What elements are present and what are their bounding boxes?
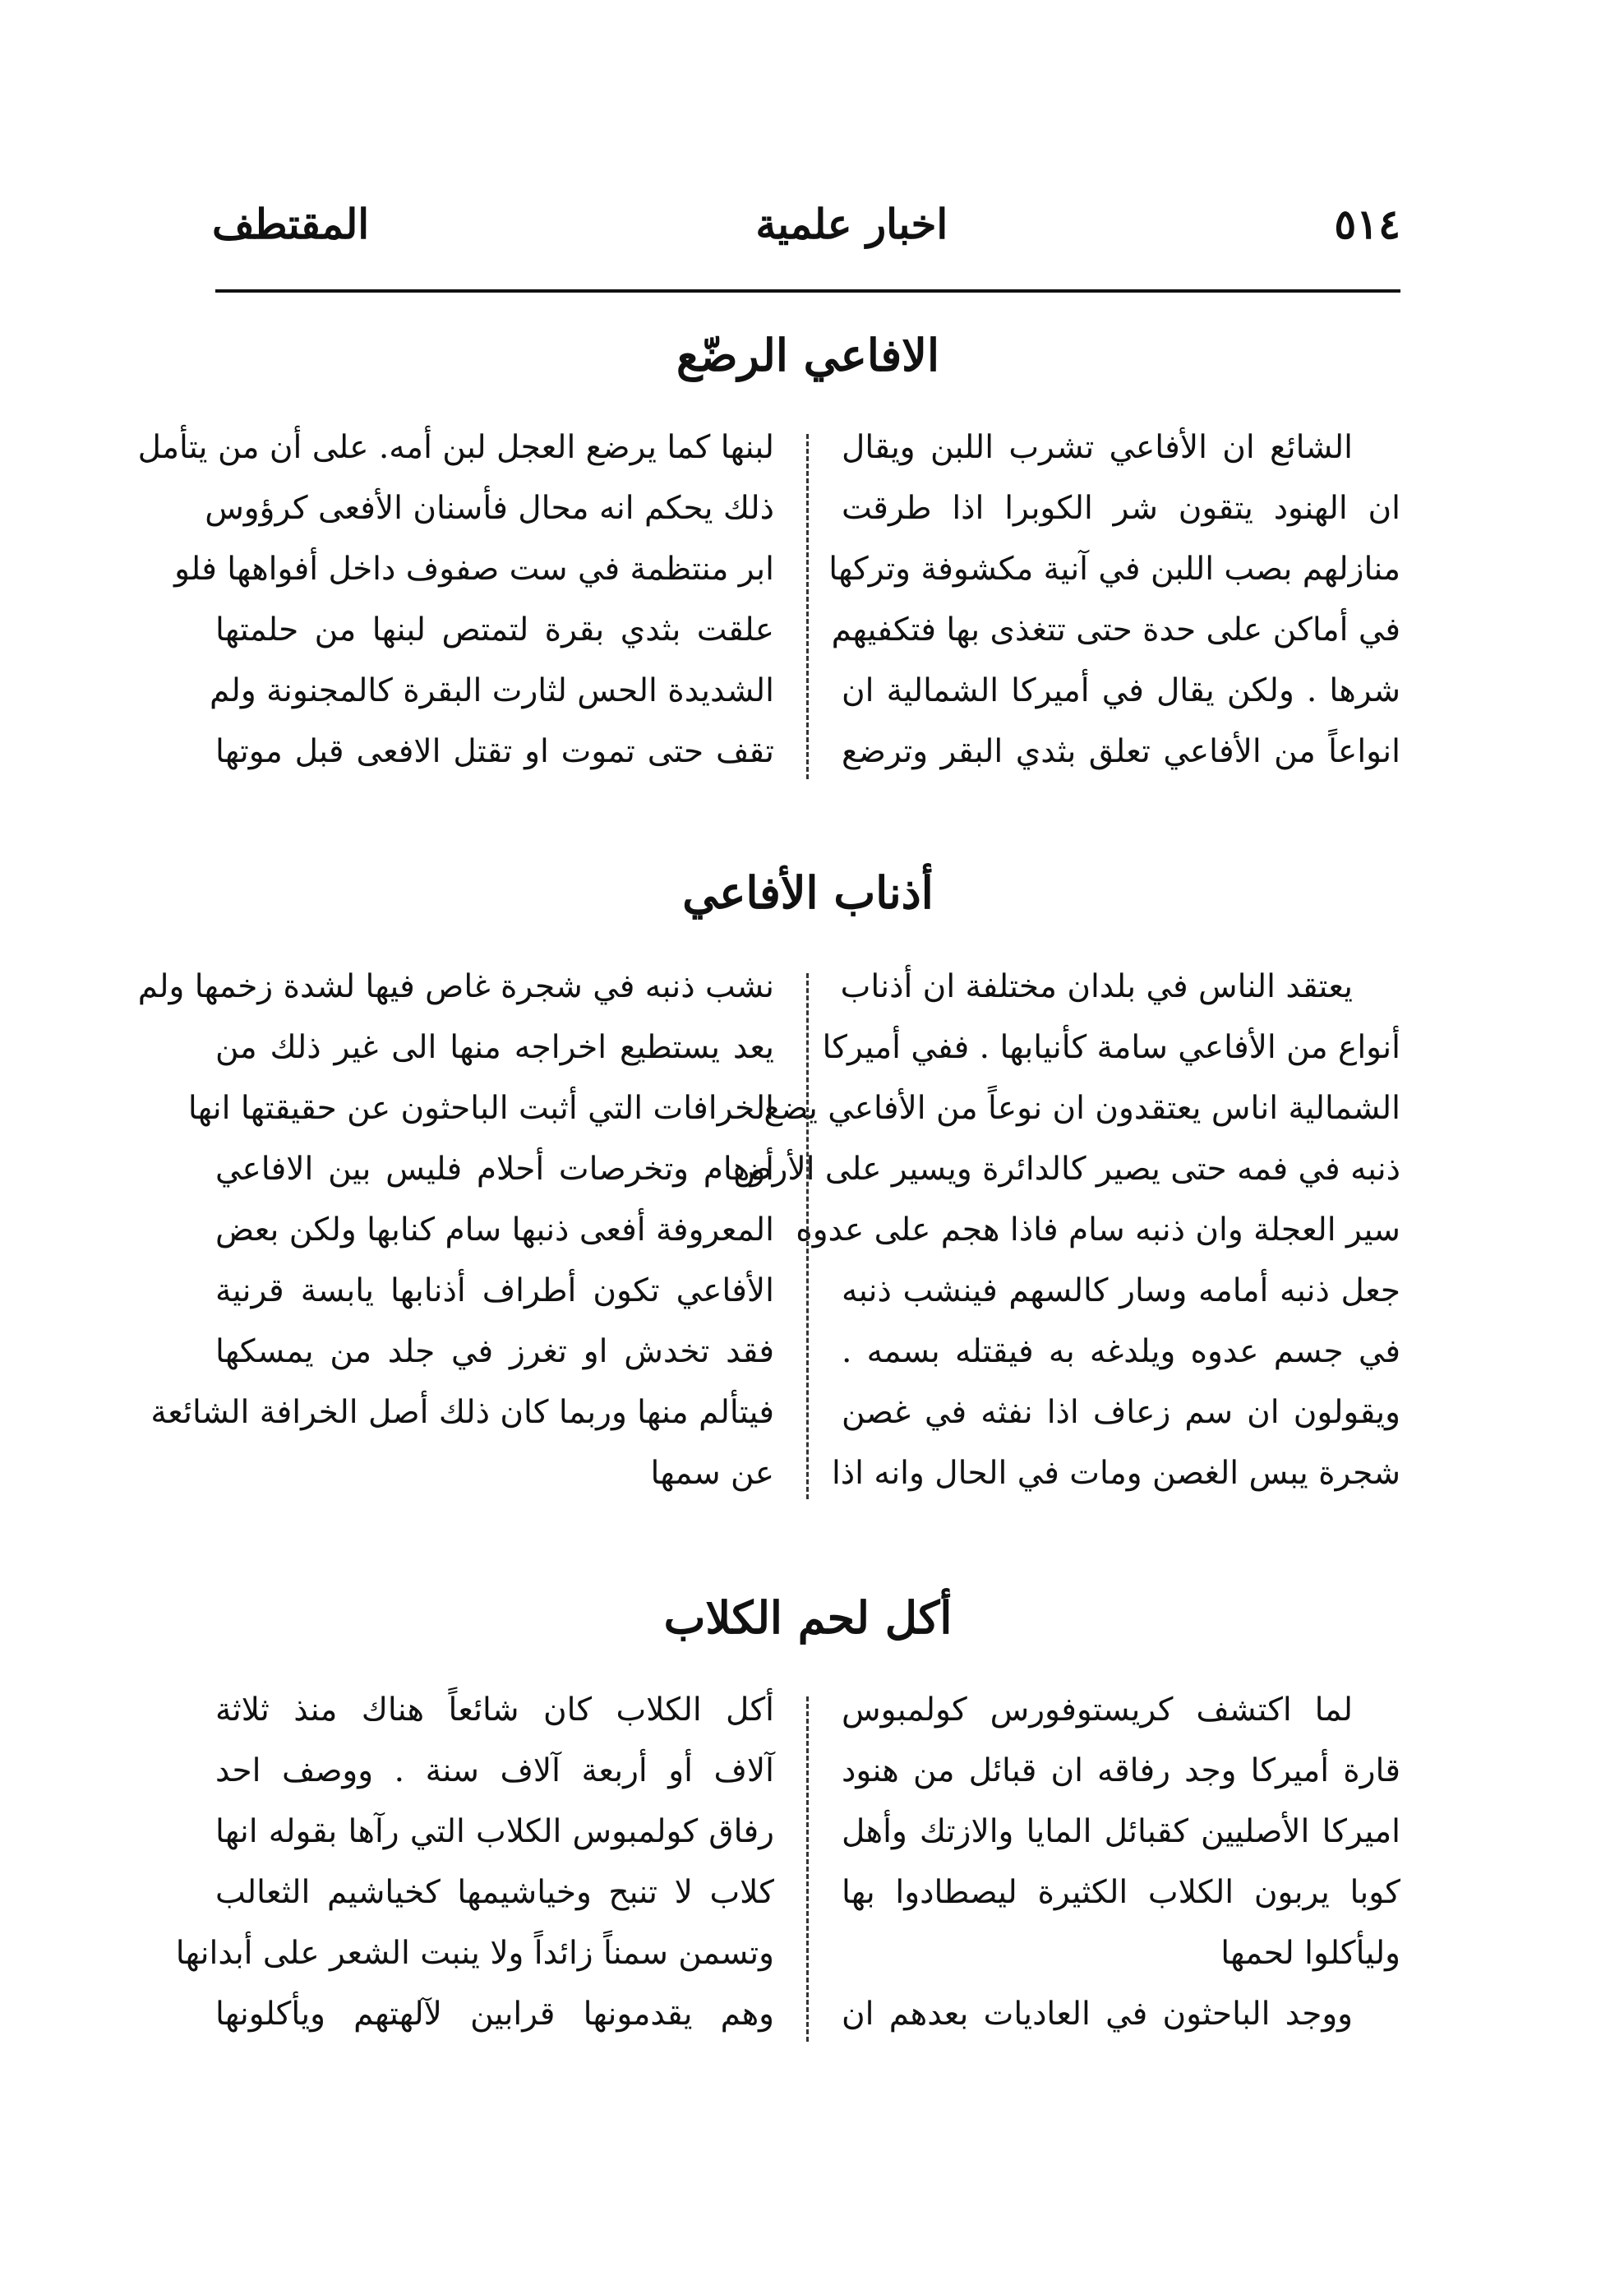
text-line: يعتقد الناس في بلدان مختلفة ان أذناب — [840, 968, 1353, 1005]
text-line: ذنبه في فمه حتى يصير كالدائرة ويسير على الأرض — [733, 1151, 1400, 1188]
text-line: كلاب لا تنبح وخياشيمها كخياشيم الثعالب — [215, 1874, 774, 1911]
article-1-right-column — [828, 418, 1400, 782]
text-line: شجرة يبس الغصن ومات في الحال وانه اذا — [831, 1455, 1400, 1492]
text-line: ووجد الباحثون في العاديات بعدهم ان — [842, 1996, 1353, 2033]
column-divider — [806, 1696, 809, 2042]
text-line: ذلك يحكم انه محال فأسنان الأفعى كرؤوس — [205, 490, 774, 527]
article-body-3 — [175, 1680, 1400, 2050]
text-line: لبنها كما يرضع العجل لبن أمه. على أن من يتأمل — [137, 429, 774, 466]
text-line: اميركا الأصليين كقبائل المايا والازتك وأهل — [842, 1813, 1400, 1850]
text-line: قارة أميركا وجد رفاقه ان قبائل من هنود — [842, 1752, 1400, 1789]
text-line: آلاف أو أربعة آلاف سنة . ووصف احد — [215, 1752, 774, 1789]
text-line: ابر منتظمة في ست صفوف داخل أفواهها فلو — [174, 551, 774, 588]
text-line: نشب ذنبه في شجرة غاص فيها لشدة زخمها ولم — [137, 968, 774, 1005]
text-line: في أماكن على حدة حتى تتغذى بها فتكفيهم — [831, 612, 1400, 649]
running-head — [212, 191, 1400, 256]
section-name: اخبار علمية — [755, 199, 948, 248]
article-title-1: الافاعي الرضّع — [676, 329, 939, 381]
text-line: أنواع من الأفاعي سامة كأنيابها . ففي أميركا — [822, 1029, 1400, 1066]
text-line: وليأكلوا لحمها — [1220, 1935, 1400, 1972]
text-line: وهم يقدمونها قرابين لآلهتهم ويأكلونها — [215, 1996, 774, 2033]
text-line: ويقولون ان سم زعاف اذا نفثه في غصن — [842, 1394, 1400, 1431]
text-line: علقت بثدي بقرة لتمتص لبنها من حلمتها — [215, 612, 774, 649]
text-line: الشمالية اناس يعتقدون ان نوعاً من الأفاعي يضع — [764, 1090, 1400, 1127]
text-line: فقد تخدش او تغرز في جلد من يمسكها — [215, 1333, 774, 1370]
text-line: أوهام وتخرصات أحلام فليس بين الافاعي — [215, 1151, 774, 1188]
column-divider — [806, 973, 809, 1499]
page-number: ٥١٤ — [1334, 199, 1400, 248]
text-line: في جسم عدوه ويلدغه به فيقتله بسمه . — [842, 1333, 1400, 1370]
article-body-1 — [137, 418, 1400, 787]
journal-name: المقتطف — [212, 199, 370, 248]
text-line: يعد يستطيع اخراجه منها الى غير ذلك من — [215, 1029, 774, 1066]
text-line: الشديدة الحس لثارت البقرة كالمجنونة ولم — [210, 672, 774, 709]
column-divider — [806, 434, 809, 779]
text-line: المعروفة أفعى ذنبها سام كنابها ولكن بعض — [215, 1212, 774, 1249]
article-body-2 — [137, 957, 1400, 1516]
article-3-right-column — [842, 1680, 1400, 2045]
text-line: الخرافات التي أثبت الباحثون عن حقيقتها انها — [187, 1090, 774, 1127]
text-line: جعل ذنبه أمامه وسار كالسهم فينشب ذنبه — [842, 1272, 1400, 1309]
text-line: أكل الكلاب كان شائعاً هناك منذ ثلاثة — [215, 1692, 774, 1729]
text-line: تقف حتى تموت او تقتل الافعى قبل موتها — [215, 733, 774, 770]
text-line: الشائع ان الأفاعي تشرب اللبن ويقال — [842, 429, 1353, 466]
article-title-2: أذناب الأفاعي — [682, 866, 934, 919]
article-3-left-column — [175, 1680, 774, 2045]
text-line: كوبا يربون الكلاب الكثيرة ليصطادوا بها — [842, 1874, 1400, 1911]
article-title-3: أكل لحم الكلاب — [663, 1591, 953, 1644]
text-line: وتسمن سمناً زائداً ولا ينبت الشعر على أبدانها — [175, 1935, 774, 1972]
text-line: منازلهم بصب اللبن في آنية مكشوفة وتركها — [828, 551, 1400, 588]
text-line: عن سمها — [650, 1455, 774, 1492]
text-line: فيتألم منها وربما كان ذلك أصل الخرافة الشائعة — [150, 1394, 774, 1431]
text-line: سير العجلة وان ذنبه سام فاذا هجم على عدوه — [796, 1212, 1400, 1249]
text-line: رفاق كولمبوس الكلاب التي رآها بقوله انها — [215, 1813, 774, 1850]
text-line: لما اكتشف كريستوفورس كولمبوس — [842, 1692, 1353, 1729]
article-2-left-column — [137, 957, 774, 1504]
header-rule — [215, 289, 1400, 293]
article-1-left-column — [137, 418, 774, 782]
article-2-right-column — [733, 957, 1400, 1504]
text-line: الأفاعي تكون أطراف أذنابها يابسة قرنية — [215, 1272, 774, 1309]
text-line: شرها . ولكن يقال في أميركا الشمالية ان — [842, 672, 1400, 709]
text-line: ان الهنود يتقون شر الكوبرا اذا طرقت — [842, 490, 1400, 527]
text-line: انواعاً من الأفاعي تعلق بثدي البقر وترضع — [842, 733, 1400, 770]
